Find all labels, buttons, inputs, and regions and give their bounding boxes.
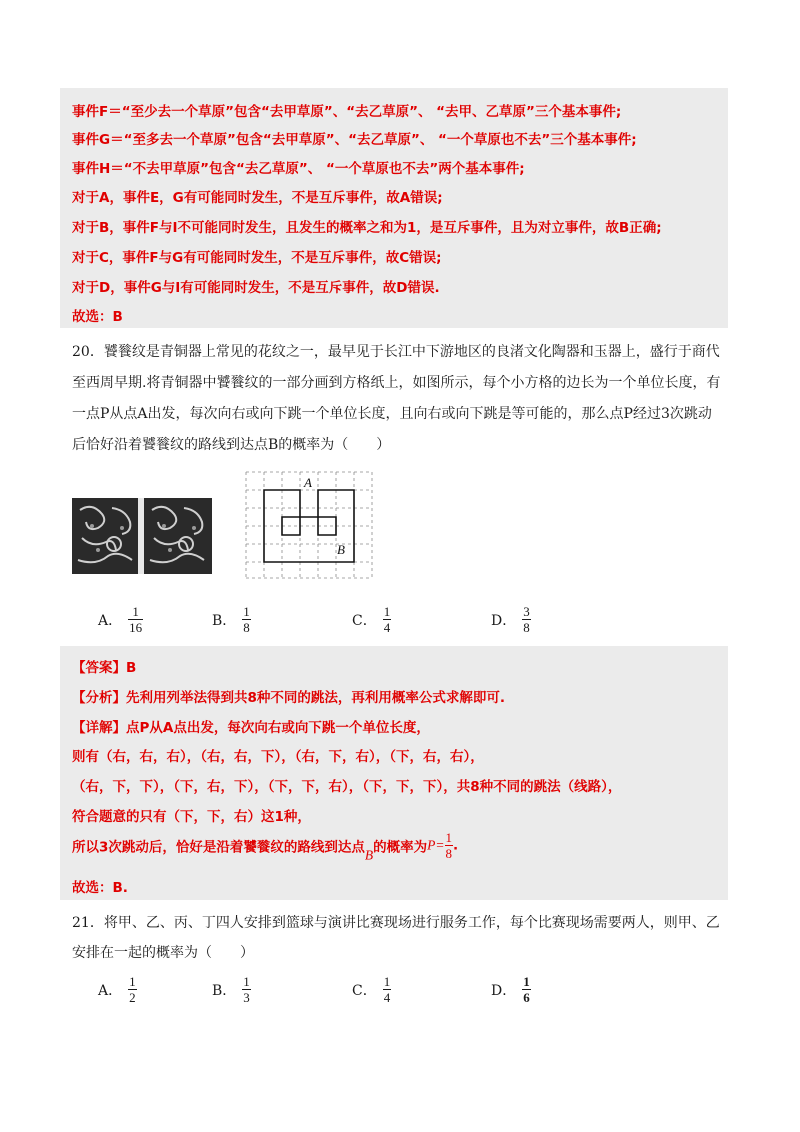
- sol19-line-3: 事件H＝“不去甲草原”包含“去乙草原”、 “一个草原也不去”两个基本事件;: [72, 161, 525, 177]
- taotie-bronze-image: [72, 498, 212, 574]
- ans20-line-3: （右，下，下），（下，右，下），（下，下，右），（下，下，下），共8种不同的跳法（线路），: [72, 779, 622, 795]
- q21-option-a: A． $\frac{1}{2}$: [98, 974, 136, 1005]
- question-21-line-1: 21．将甲、乙、丙、丁四人安排到篮球与演讲比赛现场进行服务工作，每个比赛现场需要两人，则甲、乙: [72, 915, 720, 931]
- q20-option-c: C． $\frac{1}{4}$: [352, 604, 391, 635]
- sol19-line-2: 事件G＝“至多去一个草原”包含“去甲草原”、“去乙草原”、 “一个草原也不去”三个基本事件;: [72, 132, 637, 148]
- q21-option-c: C． $\frac{1}{4}$: [352, 974, 391, 1005]
- sol19-line-7: 对于D，事件G与I有可能同时发生，不是互斥事件，故D错误.: [72, 280, 440, 296]
- q21-option-b: B． $\frac{1}{3}$: [212, 974, 250, 1005]
- point-a-label: A: [304, 475, 312, 490]
- q21-option-d: D． $\frac{1}{6}$: [491, 974, 530, 1005]
- q20-option-a: A． $\frac{1}{16}$: [98, 604, 143, 635]
- sol19-line-6: 对于C，事件F与G有可能同时发生，不是互斥事件，故C错误;: [72, 250, 442, 266]
- ans20-detail: 【详解】点P从A点出发，每次向右或向下跳一个单位长度，: [72, 720, 430, 736]
- ans20-choice: 故选：B.: [72, 880, 128, 896]
- point-b-label: B: [337, 542, 345, 557]
- ans20-line-5: 所以3次跳动后，恰好是沿着饕餮纹的路线到达点B的概率为P= $\frac{1}{8}$ .: [72, 830, 459, 863]
- question-20-text: 20．饕餮纹是青铜器上常见的花纹之一，最早见于长江中下游地区的良渚文化陶器和玉器上，盛行于商代至西周早期.将青铜器中饕餮纹的一部分画到方格纸上，如图所示，每个小方格的边长为一个单位长度，有一点P从点A出发，每次向右或向下跳一个单位长度，且向右或向下跳是等可能的，那么点P经过3次跳动后恰好沿着饕餮纹的路线到达点B的概率为（ ）: [72, 344, 721, 453]
- q20-option-b: B． $\frac{1}{8}$: [212, 604, 250, 635]
- ans20-line-4: 符合题意的只有（下，下，右）这1种，: [72, 809, 311, 825]
- sol19-choice: 故选：B: [72, 309, 123, 325]
- ans20-analysis: 【分析】先利用列举法得到共8种不同的跳法，再利用概率公式求解即可.: [72, 690, 506, 706]
- ans20-answer: 【答案】B: [72, 660, 137, 676]
- sol19-line-5: 对于B，事件F与I不可能同时发生，且发生的概率之和为1，是互斥事件，且为对立事件，故B正确;: [72, 220, 662, 236]
- sol19-line-4: 对于A，事件E，G有可能同时发生，不是互斥事件，故A错误;: [72, 190, 443, 206]
- q20-option-d: D． $\frac{3}{8}$: [491, 604, 530, 635]
- ans20-line-2: 则有（右，右，右），（右，右，下），（右，下，右），（下，右，右），: [72, 749, 484, 765]
- question-21-line-2: 安排在一起的概率为（ ）: [72, 945, 254, 961]
- grid-diagram: [244, 470, 376, 580]
- sol19-line-1: 事件F＝“至少去一个草原”包含“去甲草原”、“去乙草原”、 “去甲、乙草原”三个基本事件;: [72, 104, 622, 120]
